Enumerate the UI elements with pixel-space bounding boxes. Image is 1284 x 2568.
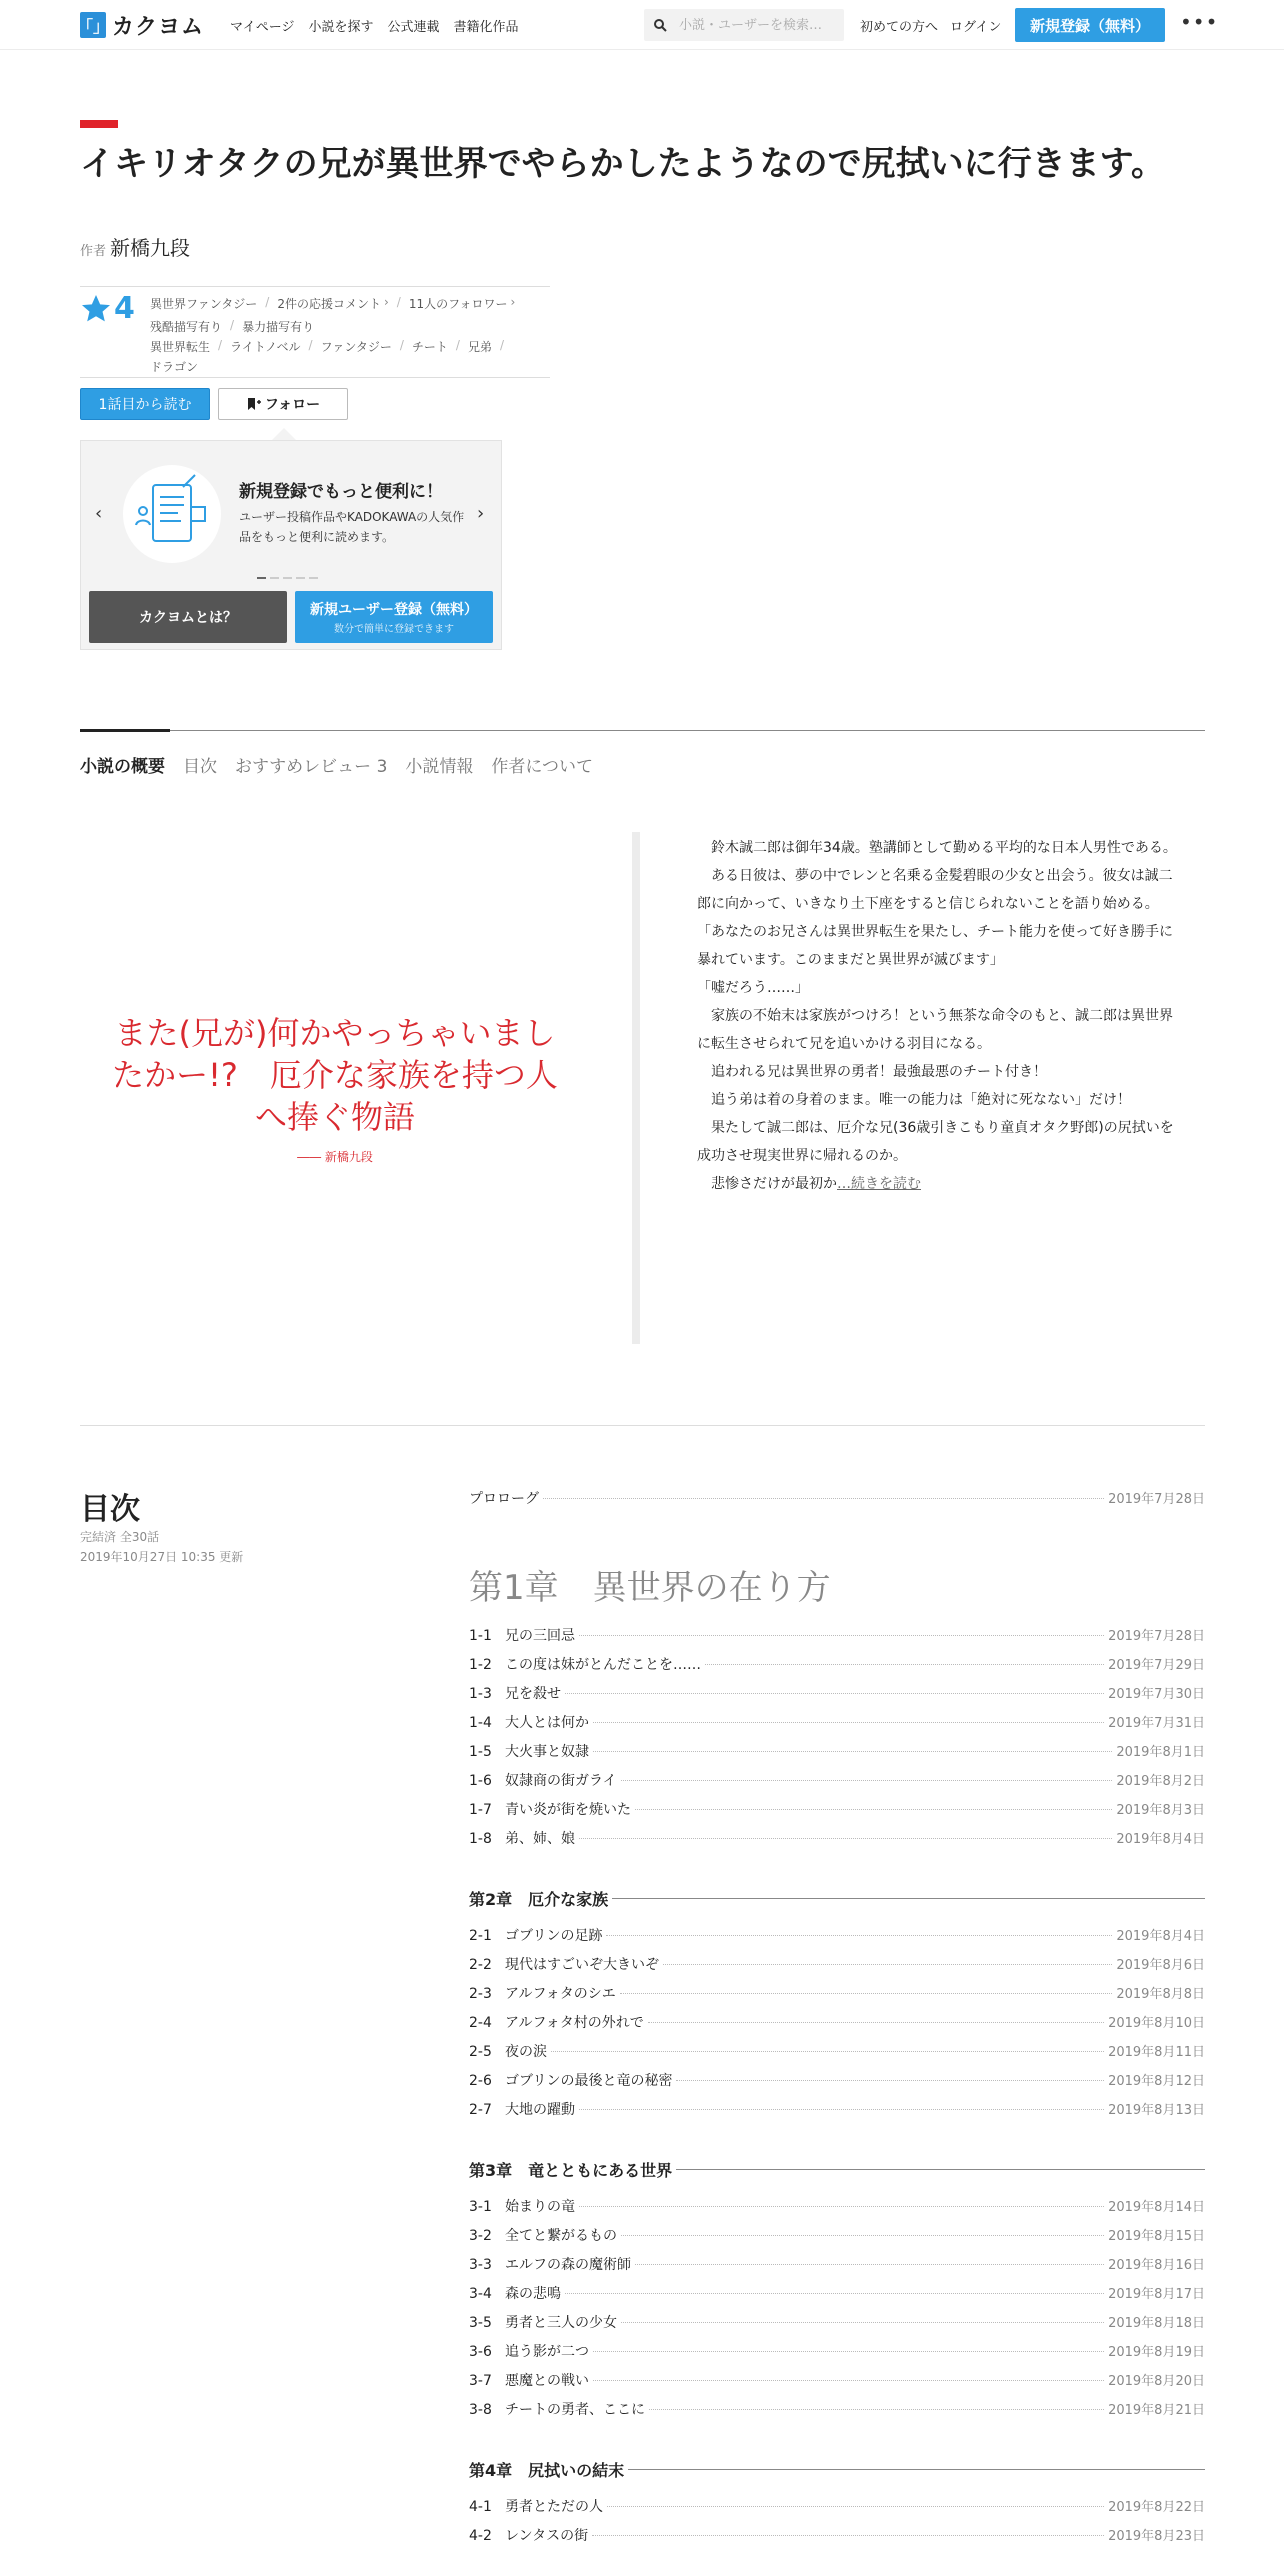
- episode-title: 勇者と三人の少女: [505, 2315, 617, 2331]
- toc-updated: 2019年10月27日 10:35 更新: [80, 1550, 244, 1564]
- episode-number: 1-6: [469, 1773, 492, 1789]
- intro-paragraph: 「あなたのお兄さんは異世界転生を果たし、チート能力を使って好き勝手に暴れています。このままだと異世界が滅びます」: [697, 924, 1173, 968]
- episode-title: 全てと繋がるもの: [505, 2228, 617, 2244]
- episode-title: 大地の躍動: [505, 2102, 575, 2118]
- episode-title: 勇者とただの人: [505, 2499, 603, 2515]
- carousel-dot[interactable]: [309, 577, 318, 579]
- episode-row[interactable]: [469, 1712, 1205, 1741]
- more-menu-icon[interactable]: •••: [1180, 10, 1219, 34]
- toc-status: 完結済 全30話: [80, 1530, 160, 1544]
- episode-title: 現代はすごいぞ大きいぞ: [505, 1957, 659, 1973]
- author-name[interactable]: 新橋九段: [110, 236, 191, 260]
- meta-row-tags-2: [150, 358, 198, 375]
- promo-text: ユーザー投稿作品やKADOKAWAの人気作品をもっと便利に読めます。: [239, 510, 465, 544]
- tag-link[interactable]: 兄弟: [467, 340, 492, 354]
- catchphrase: また(兄が)何かやっちゃいましたかー!? 厄介な家族を持つ人へ捧ぐ物語: [112, 1014, 558, 1136]
- episode-date: 2019年7月31日: [1108, 1716, 1205, 1731]
- tabs-divider: [80, 730, 1205, 731]
- signup-button[interactable]: 新規登録（無料）: [1015, 8, 1165, 42]
- promo-title: 新規登録でもっと便利に！: [239, 482, 443, 502]
- chapter-episodes: [469, 2496, 1205, 2554]
- logo-text: カクヨム: [112, 14, 205, 40]
- warning-violence: 暴力描写有り: [242, 320, 315, 334]
- episode-row[interactable]: [469, 2012, 1205, 2041]
- intro-paragraph: ある日彼は、夢の中でレンと名乗る金髪碧眼の少女と出会う。彼女は誠二郎に向かって、いきなり土下座をすると信じられないことを語り始める。: [697, 868, 1173, 912]
- intro-paragraph: 「嘘だろう……」: [697, 980, 809, 996]
- meta-row-warnings: 残酷描写有り / 暴力描写有り: [150, 318, 315, 334]
- episode-date: 2019年8月3日: [1116, 1803, 1205, 1818]
- episode-date: 2019年8月10日: [1108, 2016, 1205, 2031]
- nav-mypage[interactable]: マイページ: [230, 20, 295, 35]
- genre-link[interactable]: 異世界ファンタジー: [150, 297, 258, 311]
- intro-paragraph: 追う弟は着の身着のまま。唯一の能力は「絶対に死なない」だけ！: [697, 1092, 1131, 1108]
- episode-date: 2019年8月23日: [1108, 2529, 1205, 2544]
- episode-number: 3-8: [469, 2402, 492, 2418]
- episode-row[interactable]: [469, 2496, 1205, 2525]
- episode-row[interactable]: [469, 1828, 1205, 1857]
- carousel-dot[interactable]: [296, 577, 305, 579]
- episode-row[interactable]: [469, 1488, 1205, 1517]
- chapter-title: 第3章 竜とともにある世界: [469, 2160, 673, 2180]
- nav-official[interactable]: 公式連載: [387, 20, 440, 35]
- episode-date: 2019年8月1日: [1116, 1745, 1205, 1760]
- episode-row[interactable]: [469, 2225, 1205, 2254]
- episode-date: 2019年8月2日: [1116, 1774, 1205, 1789]
- follow-button[interactable]: [218, 388, 348, 420]
- meta-row-tags: 異世界転生 / ライトノベル / ファンタジー / チート / 兄弟 /: [150, 338, 505, 354]
- episode-number: 1-2: [469, 1657, 492, 1673]
- chapter-title: 第2章 厄介な家族: [469, 1889, 609, 1909]
- toc-heading: 目次: [80, 1492, 140, 1527]
- carousel-dots: [257, 577, 318, 579]
- tag-link[interactable]: チート: [411, 340, 448, 354]
- episode-title: ゴブリンの足跡: [505, 1928, 603, 1944]
- site-logo[interactable]: [77, 11, 205, 40]
- episode-date: 2019年8月4日: [1116, 1832, 1205, 1847]
- work-tabs: [80, 752, 593, 777]
- chapter-heading: [469, 2156, 1205, 2182]
- episode-number: 2-5: [469, 2044, 492, 2060]
- chevron-right-icon: ›: [510, 295, 516, 309]
- episode-number: 1-7: [469, 1802, 492, 1818]
- episode-title: アルフォタのシエ: [505, 1986, 616, 2002]
- episode-row[interactable]: [469, 1770, 1205, 1799]
- episode-number: 1-8: [469, 1831, 492, 1847]
- star-icon: [80, 293, 112, 325]
- chapter-title: 第4章 尻拭いの結末: [469, 2460, 625, 2480]
- episode-title: 兄の三回忌: [505, 1628, 575, 1644]
- episode-row[interactable]: [469, 2341, 1205, 2370]
- episode-row[interactable]: [469, 1799, 1205, 1828]
- catchphrase-author: ―― 新橋九段: [297, 1150, 373, 1164]
- intro-last-text: 悲惨さだけが最初か: [697, 1176, 837, 1192]
- episode-title: 森の悲鳴: [505, 2286, 561, 2302]
- chapter-heading: 第1章 異世界の在り方: [469, 1568, 831, 1608]
- intro-side-bar: [632, 832, 640, 1344]
- episode-number: 3-3: [469, 2257, 492, 2273]
- promo-pointer: [272, 428, 296, 440]
- login-link[interactable]: ログイン: [950, 20, 1002, 35]
- episode-title: 悪魔との戦い: [505, 2373, 589, 2389]
- carousel-dot[interactable]: [270, 577, 279, 579]
- global-nav: [230, 16, 519, 35]
- followers-link[interactable]: 11人のフォロワー: [408, 297, 508, 311]
- episode-title: 大人とは何か: [505, 1715, 589, 1731]
- document-illustration-icon: [123, 465, 221, 563]
- episode-row[interactable]: [469, 2041, 1205, 2070]
- episode-number: 1-5: [469, 1744, 492, 1760]
- chapter-episodes: [469, 1925, 1205, 2128]
- episode-title: プロローグ: [469, 1491, 539, 1507]
- comments-link[interactable]: 2件の応援コメント: [277, 297, 381, 311]
- chapter-heading: [469, 2456, 1205, 2482]
- episode-number: 2-4: [469, 2015, 492, 2031]
- episode-row[interactable]: [469, 2254, 1205, 2283]
- episode-date: 2019年8月22日: [1108, 2500, 1205, 2515]
- tab-author[interactable]: 作者について: [491, 757, 594, 777]
- introduction: [697, 834, 1182, 1198]
- section-divider: [80, 1425, 1205, 1426]
- nav-books[interactable]: 書籍化作品: [453, 20, 519, 35]
- carousel-dot[interactable]: [283, 577, 292, 579]
- episode-row[interactable]: [469, 1654, 1205, 1683]
- episode-date: 2019年7月29日: [1108, 1658, 1205, 1673]
- chevron-right-icon: ›: [383, 295, 389, 309]
- intro-paragraph: 果たして誠二郎は、厄介な兄(36歳引きこもり童貞オタク野郎)の尻拭いを成功させ現実世界に帰れるのか。: [697, 1120, 1174, 1164]
- episode-title: レンタスの街: [505, 2528, 589, 2544]
- read-more-link[interactable]: …続きを読む: [837, 1176, 921, 1192]
- carousel-dot[interactable]: [257, 577, 266, 579]
- tag-link[interactable]: ファンタジー: [320, 340, 392, 354]
- episode-title: この度は妹がとんだことを……: [505, 1657, 701, 1673]
- episode-row[interactable]: [469, 2399, 1205, 2428]
- episode-row[interactable]: [469, 1954, 1205, 1983]
- episode-number: 2-2: [469, 1957, 492, 1973]
- episode-date: 2019年8月19日: [1108, 2345, 1205, 2360]
- read-first-episode-button[interactable]: 1話目から読む: [80, 388, 210, 420]
- episode-row[interactable]: [469, 2283, 1205, 2312]
- episode-title: 兄を殺せ: [505, 1686, 561, 1702]
- episode-number: 2-3: [469, 1986, 492, 2002]
- work-meta: [80, 286, 550, 378]
- episode-number: 3-2: [469, 2228, 492, 2244]
- episode-row[interactable]: [469, 1925, 1205, 1954]
- episode-row[interactable]: [469, 2196, 1205, 2225]
- episode-row[interactable]: [469, 2370, 1205, 2399]
- episode-date: 2019年8月8日: [1116, 1987, 1205, 2002]
- episode-number: 3-5: [469, 2315, 492, 2331]
- episode-date: 2019年8月20日: [1108, 2374, 1205, 2389]
- chevron-right-icon[interactable]: ›: [477, 503, 485, 524]
- meta-row-genre: 異世界ファンタジー / 2件の応援コメント › / 11人のフォロワー ›: [150, 295, 516, 311]
- episode-row[interactable]: [469, 1625, 1205, 1654]
- episode-date: 2019年8月17日: [1108, 2287, 1205, 2302]
- episode-number: 3-4: [469, 2286, 492, 2302]
- register-label: 新規ユーザー登録（無料）: [310, 602, 478, 618]
- episode-number: 1-3: [469, 1686, 492, 1702]
- author-label: 作者: [80, 244, 107, 259]
- episode-row[interactable]: [469, 1983, 1205, 2012]
- intro-paragraph: 家族の不始末は家族がつけろ！という無茶な命令のもと、誠二郎は異世界に転生させられて兄を追いかける羽目になる。: [697, 1008, 1173, 1052]
- tab-summary[interactable]: 小説の概要: [80, 757, 165, 777]
- nav-search-novels[interactable]: 小説を探す: [308, 20, 374, 35]
- tab-reviews[interactable]: おすすめレビュー 3: [235, 757, 388, 777]
- signup-promo: [80, 440, 502, 650]
- episode-number: 4-2: [469, 2528, 492, 2544]
- chapter-episodes: [469, 1625, 1205, 1857]
- episode-date: 2019年8月21日: [1108, 2403, 1205, 2418]
- episode-row[interactable]: [469, 2312, 1205, 2341]
- episode-row[interactable]: [469, 1683, 1205, 1712]
- episode-title: 追う影が二つ: [505, 2344, 589, 2360]
- episode-title: 始まりの竜: [505, 2199, 575, 2215]
- episode-number: 3-7: [469, 2373, 492, 2389]
- episode-title: 奴隷商の街ガライ: [505, 1773, 617, 1789]
- follow-label: フォロー: [264, 397, 321, 413]
- episode-date: 2019年8月4日: [1116, 1929, 1205, 1944]
- bookmark-icon: [246, 397, 262, 411]
- episode-date: 2019年7月28日: [1108, 1629, 1205, 1644]
- intro-paragraph: 鈴木誠二郎は御年34歳。塾講師として勤める平均的な日本人男性である。: [697, 840, 1177, 856]
- logo-mark: 「」: [80, 12, 106, 38]
- episode-number: 3-1: [469, 2199, 492, 2215]
- first-time-link[interactable]: 初めての方へ: [860, 20, 939, 35]
- episode-row[interactable]: [469, 2099, 1205, 2128]
- episode-title: 弟、姉、娘: [505, 1831, 575, 1847]
- episode-number: 1-1: [469, 1628, 492, 1644]
- episode-date: 2019年8月16日: [1108, 2258, 1205, 2273]
- episode-title: 夜の涙: [505, 2044, 547, 2060]
- title-accent-bar: [80, 120, 118, 128]
- episode-number: 1-4: [469, 1715, 492, 1731]
- intro-paragraph: 追われる兄は異世界の勇者！最強最悪のチート付き！: [697, 1064, 1047, 1080]
- episode-date: 2019年8月18日: [1108, 2316, 1205, 2331]
- work-title[interactable]: イキリオタクの兄が異世界でやらかしたようなので尻拭いに行きます。: [80, 144, 1165, 184]
- active-tab-indicator: [80, 729, 170, 732]
- episode-date: 2019年8月11日: [1108, 2045, 1205, 2060]
- episode-date: 2019年7月28日: [1108, 1492, 1205, 1507]
- episode-number: 3-6: [469, 2344, 492, 2360]
- warning-violence-cruel: 残酷描写有り: [150, 320, 223, 334]
- chapter-episodes: [469, 2196, 1205, 2428]
- tag-link[interactable]: ドラゴン: [150, 360, 199, 374]
- search-box: [644, 9, 844, 41]
- site-header: [0, 0, 1284, 50]
- episode-number: 4-1: [469, 2499, 492, 2515]
- episode-date: 2019年7月30日: [1108, 1687, 1205, 1702]
- episode-title: アルフォタ村の外れで: [505, 2015, 644, 2031]
- episode-date: 2019年8月13日: [1108, 2103, 1205, 2118]
- episode-title: 大火事と奴隷: [505, 1744, 589, 1760]
- episode-date: 2019年8月6日: [1116, 1958, 1205, 1973]
- episode-title: ゴブリンの最後と竜の秘密: [505, 2073, 673, 2089]
- promo-illustration: [123, 465, 221, 563]
- chapter-heading: [469, 1885, 1205, 1911]
- episode-date: 2019年8月14日: [1108, 2200, 1205, 2215]
- author-line: [80, 232, 190, 261]
- episode-date: 2019年8月15日: [1108, 2229, 1205, 2244]
- tag-link[interactable]: ライトノベル: [230, 340, 301, 354]
- tag-link[interactable]: 異世界転生: [150, 340, 211, 354]
- intro-paragraph-last: [697, 1170, 1182, 1198]
- tab-toc[interactable]: 目次: [183, 757, 217, 777]
- episode-row[interactable]: [469, 2070, 1205, 2099]
- episode-date: 2019年8月12日: [1108, 2074, 1205, 2089]
- about-kakuyomu-button[interactable]: カクヨムとは？: [89, 591, 287, 643]
- episode-number: 2-6: [469, 2073, 492, 2089]
- chevron-left-icon[interactable]: ‹: [95, 503, 103, 524]
- episode-title: 青い炎が街を焼いた: [505, 1802, 631, 1818]
- episode-title: チートの勇者、ここに: [505, 2402, 645, 2418]
- register-user-button[interactable]: [295, 591, 493, 643]
- episode-number: 2-1: [469, 1928, 492, 1944]
- star-rating[interactable]: [80, 291, 135, 326]
- star-count: 4: [114, 291, 135, 326]
- toc-list: [469, 1488, 1205, 2554]
- episode-number: 2-7: [469, 2102, 492, 2118]
- register-sublabel: 数分で簡単に登録できます: [334, 624, 454, 635]
- episode-row[interactable]: [469, 2525, 1205, 2554]
- tab-info[interactable]: 小説情報: [405, 757, 474, 777]
- episode-title: エルフの森の魔術師: [505, 2257, 631, 2273]
- episode-row[interactable]: [469, 1741, 1205, 1770]
- search-input[interactable]: [677, 17, 837, 34]
- search-icon[interactable]: [654, 19, 667, 32]
